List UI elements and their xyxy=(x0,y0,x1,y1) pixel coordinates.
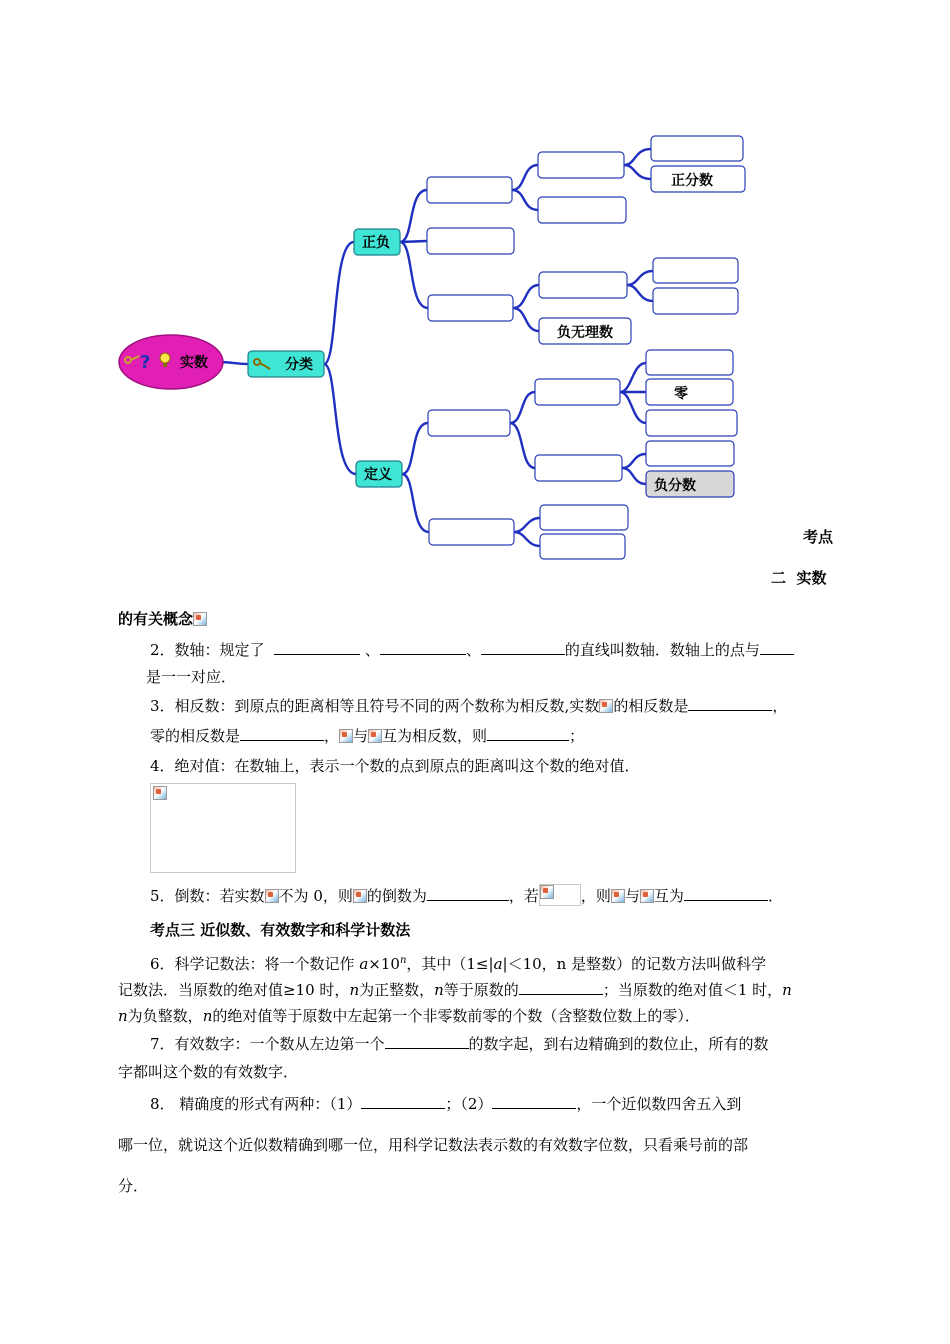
answer-blank[interactable] xyxy=(361,1094,445,1109)
sign-label: 正负 xyxy=(362,235,390,251)
item-8-line-1: 8． 精确度的形式有两种：（1） ；（2） ，一个近似数四舍五入到 xyxy=(150,1095,742,1113)
classify-label: 分类 xyxy=(285,357,313,373)
kaodian-label: 考点 xyxy=(803,528,834,546)
answer-blank[interactable] xyxy=(492,1094,576,1109)
root-label: 实数 xyxy=(180,355,208,371)
definition-label: 定义 xyxy=(364,467,392,483)
answer-blank[interactable] xyxy=(481,640,565,655)
item-7-line-1: 7．有效数字：一个数从左边第一个 的数字起，到右边精确到的数位止，所有的数 xyxy=(150,1035,769,1053)
concepts-heading: 的有关概念 xyxy=(118,608,207,629)
blank-node xyxy=(646,410,737,436)
image-placeholder-icon xyxy=(153,786,167,800)
item-4-line: 4．绝对值：在数轴上，表示一个数的点到原点的距离叫这个数的绝对值． xyxy=(150,757,640,775)
item-6-line-1: 6．科学记数法：将一个数记作 $a\times 10^n$，其中（1≤|a|＜10，n 是整数）的记数方法叫做科学 xyxy=(150,955,767,973)
answer-blank[interactable] xyxy=(427,886,509,901)
condition-image xyxy=(539,884,581,906)
answer-blank[interactable] xyxy=(487,726,569,741)
answer-blank[interactable] xyxy=(380,640,466,655)
blank-node xyxy=(538,197,626,223)
item-6-line-3: n为负整数，n的绝对值等于原数中左起第一个非零数前零的个数（含整数位数上的零）． xyxy=(118,1007,700,1025)
section-two-title xyxy=(771,567,826,588)
item-6-line-2: 记数法．当原数的绝对值≥10 时，n为正整数，n等于原数的 ；当原数的绝对值＜1 时，n xyxy=(118,981,792,999)
item-3-line-2: 零的相反数是 ， 与 互为相反数，则 ； xyxy=(150,727,585,745)
blank-node xyxy=(539,272,627,298)
blank-node xyxy=(646,441,734,466)
image-placeholder-icon xyxy=(353,889,367,903)
blank-node xyxy=(535,379,620,405)
answer-blank[interactable] xyxy=(274,640,360,655)
blank-node xyxy=(427,228,514,254)
section-number: 二 xyxy=(771,569,787,587)
item-8-line-2: 哪一位，就说这个近似数精确到哪一位，用科学记数法表示数的有效数字位数，只看乘号前的部 xyxy=(118,1136,749,1154)
image-placeholder-icon xyxy=(640,889,654,903)
answer-blank[interactable] xyxy=(684,886,768,901)
blank-node xyxy=(653,258,738,283)
image-placeholder-icon xyxy=(193,612,207,626)
item-2-line-2: 是一一对应． xyxy=(146,668,237,686)
blank-node xyxy=(535,455,622,481)
blank-node xyxy=(428,410,510,436)
blank-node xyxy=(651,136,743,161)
kaodian-three-heading: 考点三 近似数、有效数字和科学计数法 xyxy=(150,921,411,939)
zero-node xyxy=(646,379,733,405)
answer-blank[interactable] xyxy=(385,1034,469,1049)
item-3-line-1: 3．相反数：到原点的距离相等且符号不同的两个数称为相反数,实数 的相反数是 ， xyxy=(150,697,788,715)
blank-node xyxy=(653,288,738,314)
blank-node xyxy=(538,152,624,178)
blank-node xyxy=(428,295,513,321)
answer-blank[interactable] xyxy=(688,696,772,711)
image-placeholder-icon xyxy=(265,889,279,903)
image-placeholder-icon xyxy=(611,889,625,903)
item-7-line-2: 字都叫这个数的有效数字． xyxy=(118,1063,299,1081)
zero-label: 零 xyxy=(674,386,688,402)
image-placeholder-icon xyxy=(339,729,353,743)
section-word: 实数 xyxy=(796,569,827,587)
image-placeholder-icon xyxy=(599,699,613,713)
answer-blank[interactable] xyxy=(240,726,324,741)
answer-blank[interactable] xyxy=(760,640,794,655)
negative-fraction-label: 负分数 xyxy=(654,478,696,494)
blank-node xyxy=(427,177,512,203)
blank-node xyxy=(540,534,625,559)
item-5-line: 5．倒数：若实数 不为 0，则 的倒数为 ，若 ，则 与 互为 ． xyxy=(150,884,783,906)
positive-fraction-label: 正分数 xyxy=(671,173,713,189)
negative-irrational-label: 负无理数 xyxy=(557,325,613,341)
answer-blank[interactable] xyxy=(519,980,603,995)
item-2-line-1: 2．数轴：规定了 、 、 的直线叫数轴．数轴上的点与 xyxy=(150,640,794,660)
blank-node xyxy=(646,350,733,375)
question-icon: ? xyxy=(140,352,151,373)
real-number-mind-map xyxy=(0,0,950,600)
blank-node xyxy=(429,519,514,545)
absolute-value-image xyxy=(150,783,296,873)
item-8-line-3: 分． xyxy=(118,1177,149,1195)
image-placeholder-icon xyxy=(540,885,554,899)
blank-node xyxy=(540,505,628,530)
image-placeholder-icon xyxy=(368,729,382,743)
